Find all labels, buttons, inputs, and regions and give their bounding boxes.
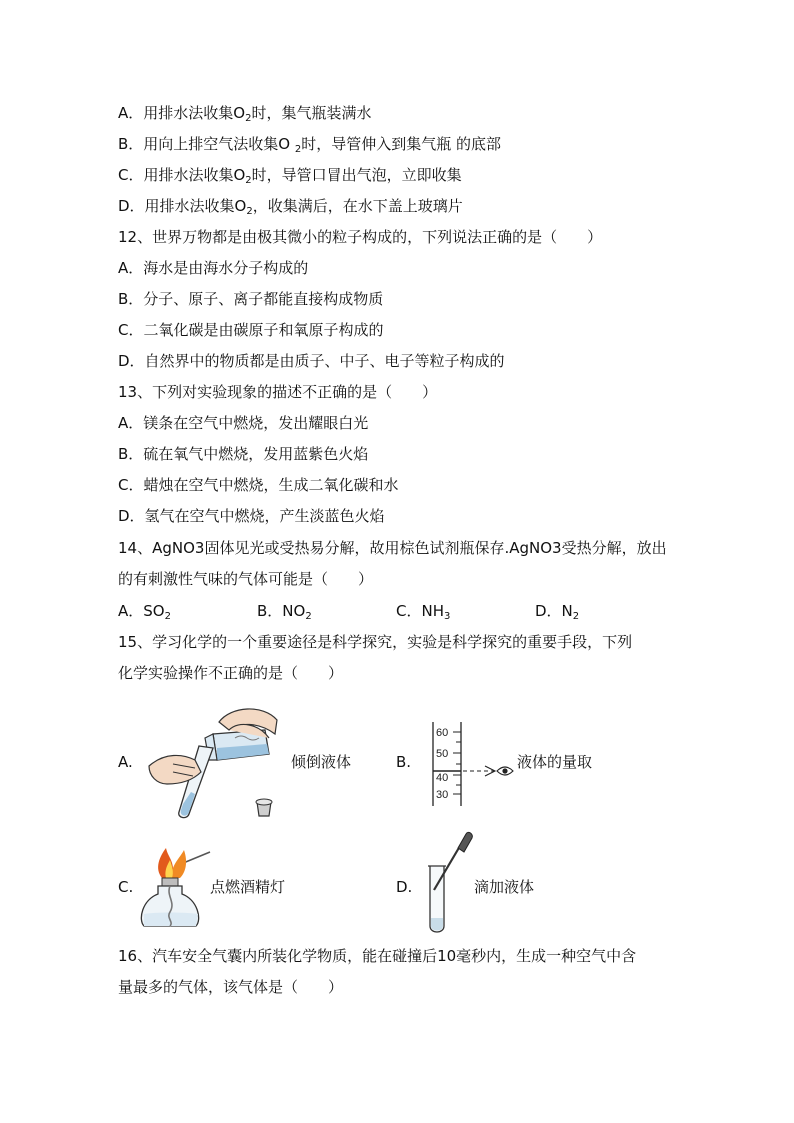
q12-option-a: A．海水是由海水分子构成的 [118, 259, 309, 277]
q14-option-c: C．$NH_3$ [396, 602, 451, 622]
q15-option-b-letter: B. [396, 753, 412, 771]
q14-option-a: A．$SO_2$ [118, 602, 171, 622]
q12-option-c: C．二氧化碳是由碳原子和氧原子构成的 [118, 321, 384, 339]
q15-option-a-caption: 倾倒液体 [291, 753, 352, 771]
dropper-test-tube-figure [422, 830, 474, 936]
q15-option-d-letter: D. [396, 878, 413, 896]
q13-option-c: C．蜡烛在空气中燃烧，生成二氧化碳和水 [118, 476, 399, 494]
q12-stem: 12、世界万物都是由极其微小的粒子构成的，下列说法正确的是（ ） [118, 228, 603, 246]
cylinder-tick-50: 50 [436, 748, 449, 760]
q16-stem-line2: 量最多的气体，该气体是（ ） [118, 978, 344, 996]
q14-option-b: B．$NO_2$ [257, 602, 312, 622]
cylinder-tick-60: 60 [436, 727, 449, 739]
q15-option-c-caption: 点燃酒精灯 [210, 878, 286, 896]
q15-option-c-letter: C. [118, 878, 134, 896]
q11-option-d: D．用排水法收集$O_2$，收集满后，在水下盖上玻璃片 [118, 197, 463, 217]
q13-stem: 13、下列对实验现象的描述不正确的是（ ） [118, 383, 438, 401]
pouring-liquid-figure [143, 700, 283, 825]
q15-option-a-letter: A. [118, 753, 133, 771]
alcohol-lamp-figure [136, 842, 214, 932]
q11-option-c: C．用排水法收集$O_2$时，导管口冒出气泡，立即收集 [118, 166, 462, 186]
q13-option-b: B．硫在氧气中燃烧，发用蓝紫色火焰 [118, 445, 369, 463]
q15-stem-line1: 15、学习化学的一个重要途径是科学探究，实验是科学探究的重要手段，下列 [118, 633, 633, 651]
cylinder-tick-40: 40 [436, 772, 449, 784]
q15-stem-line2: 化学实验操作不正确的是（ ） [118, 664, 344, 682]
q12-option-b: B．分子、原子、离子都能直接构成物质 [118, 290, 384, 308]
q14-option-d: D．$N_2$ [535, 602, 580, 622]
q13-option-d: D．氢气在空气中燃烧，产生淡蓝色火焰 [118, 507, 385, 525]
q14-stem-line1: 14、AgNO3固体见光或受热易分解，故用棕色试剂瓶保存.AgNO3受热分解，放出 [118, 539, 667, 557]
q16-stem-line1: 16、汽车安全气囊内所装化学物质，能在碰撞后10毫秒内，生成一种空气中含 [118, 947, 637, 965]
q12-option-d: D．自然界中的物质都是由质子、中子、电子等粒子构成的 [118, 352, 505, 370]
graduated-cylinder-figure [425, 720, 515, 808]
q11-option-a: A．用排水法收集$O_2$时，集气瓶装满水 [118, 104, 372, 124]
q15-option-d-caption: 滴加液体 [474, 878, 535, 896]
q14-stem-line2: 的有刺激性气味的气体可能是（ ） [118, 570, 374, 588]
q13-option-a: A．镁条在空气中燃烧，发出耀眼白光 [118, 414, 369, 432]
q11-option-b: B．用向上排空气法收集O $_2$时，导管伸入到集气瓶 的底部 [118, 135, 502, 155]
q15-option-b-caption: 液体的量取 [517, 753, 593, 771]
cylinder-tick-30: 30 [436, 789, 449, 801]
